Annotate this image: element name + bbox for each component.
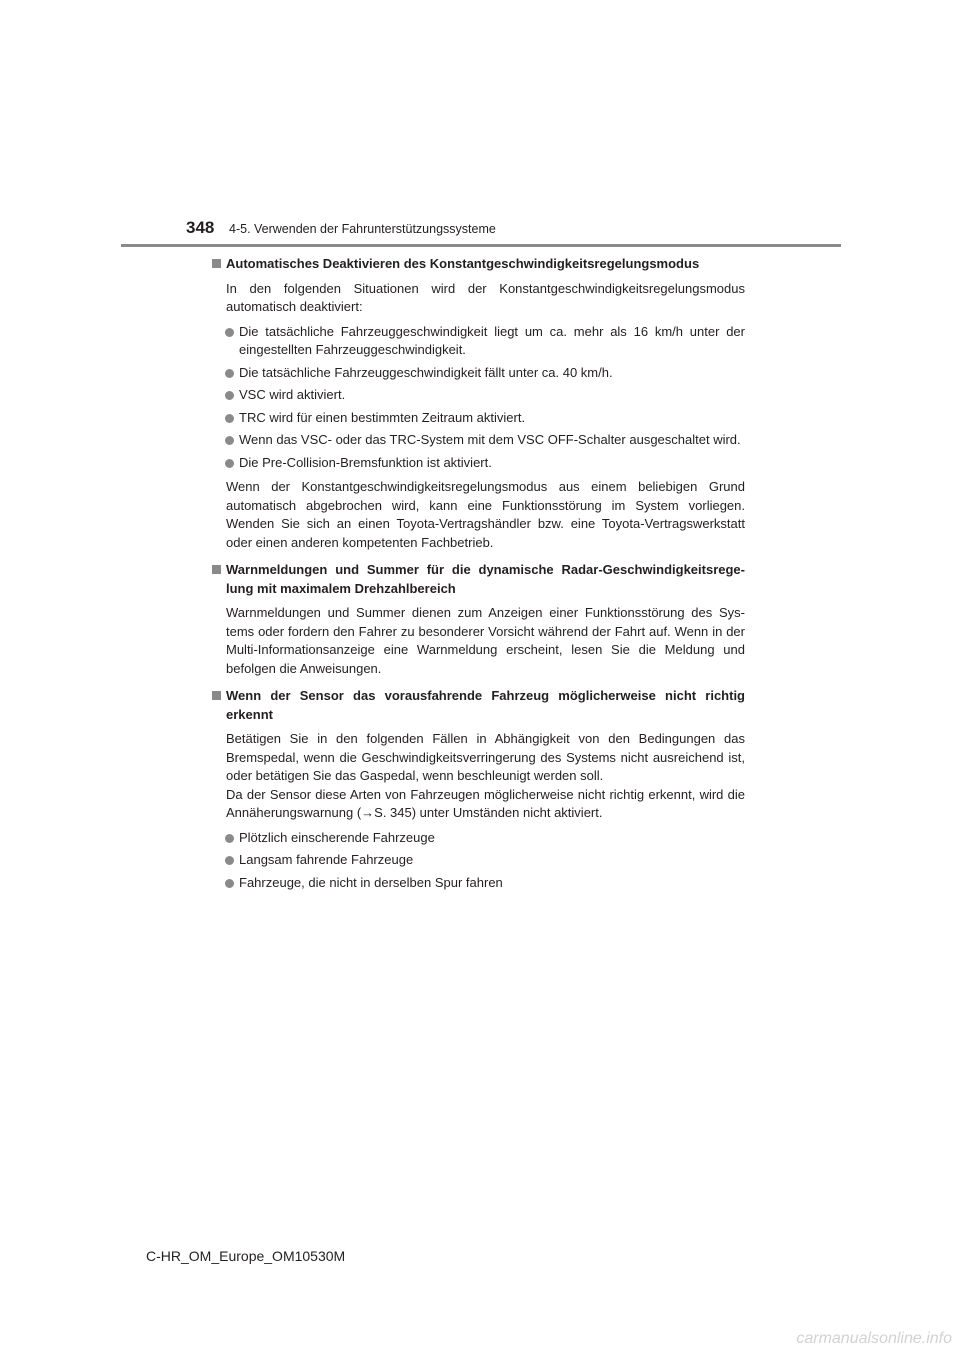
list-item: Langsam fahrende Fahrzeuge (212, 851, 745, 870)
section-sensor-detection (212, 687, 745, 892)
list-item: TRC wird für einen bestimmten Zeitraum aktiviert. (212, 409, 745, 428)
header-divider (121, 244, 841, 247)
section-auto-deactivation (212, 255, 745, 552)
circle-bullet-icon (225, 436, 234, 445)
square-bullet-icon (212, 565, 221, 574)
circle-bullet-icon (225, 856, 234, 865)
page-number: 348 (186, 218, 215, 237)
list-item: Die tatsächliche Fahrzeuggeschwindigkeit fällt unter ca. 40 km/h. (212, 364, 745, 383)
section-heading: Automatisches Deaktivieren des Konstantgeschwindigkeitsregelungsmodus (212, 255, 745, 274)
paragraph: Betätigen Sie in den folgenden Fällen in Abhängigkeit von den Bedingungen das Bremspedal, wenn die Geschwindigkeitsverringerung des Systems nicht ausreichend ist, oder betätigen Sie das Gaspedal, wenn beschleunigt werden soll. Da der Sensor diese Arten von Fahrzeugen möglicherweise nicht richtig erkennt, wird die Annäherungswarnung (→S. 345) unter Umständen nicht aktiviert. (226, 731, 745, 820)
paragraph: In den folgenden Situationen wird der Konstantgeschwindigkeitsregelungsmodus automatisch deaktiviert: (226, 280, 745, 314)
list-item: Fahrzeuge, die nicht in derselben Spur fahren (212, 874, 745, 893)
section-warning-messages (212, 561, 745, 678)
paragraph: Warnmeldungen und Summer dienen zum Anzeigen einer Funktionsstörung des Sys-tems oder fordern den Fahrer zu besonderer Vorsicht während der Fahrt auf. Wenn in der Multi-Informationsanzeige eine Warnmeldung erscheint, lesen Sie die Meldung und befolgen die Anweisungen. (226, 605, 745, 676)
circle-bullet-icon (225, 391, 234, 400)
list-item: Die tatsächliche Fahrzeuggeschwindigkeit liegt um ca. mehr als 16 km/h unter der eingestellten Fahrzeuggeschwindigkeit. (212, 323, 745, 360)
section-heading: Warnmeldungen und Summer für die dynamische Radar-Geschwindigkeitsrege-lung mit maximalem Drehzahlbereich (212, 561, 745, 598)
list-item: Die Pre-Collision-Bremsfunktion ist aktiviert. (212, 454, 745, 473)
circle-bullet-icon (225, 369, 234, 378)
circle-bullet-icon (225, 879, 234, 888)
square-bullet-icon (212, 259, 221, 268)
circle-bullet-icon (225, 834, 234, 843)
document-code: C-HR_OM_Europe_OM10530M (146, 1248, 346, 1264)
section-heading: Wenn der Sensor das vorausfahrende Fahrzeug möglicherweise nicht richtig erkennt (212, 687, 745, 724)
square-bullet-icon (212, 691, 221, 700)
list-item: Wenn das VSC- oder das TRC-System mit dem VSC OFF-Schalter ausgeschaltet wird. (212, 431, 745, 450)
page-content (212, 255, 745, 901)
circle-bullet-icon (225, 328, 234, 337)
circle-bullet-icon (225, 459, 234, 468)
chapter-title: 4-5. Verwenden der Fahrunterstützungssysteme (229, 222, 496, 236)
paragraph: Wenn der Konstantgeschwindigkeitsregelungsmodus aus einem beliebigen Grund automatisch abgebrochen wird, kann eine Funktionsstörung im System vorliegen. Wenden Sie sich an einen Toyota-Vertragshändler bzw. eine Toyota-Vertragswerkstatt oder einen anderen kompetenten Fachbetrieb. (226, 479, 745, 550)
watermark: carmanualsonline.info (796, 1330, 952, 1347)
circle-bullet-icon (225, 414, 234, 423)
list-item: VSC wird aktiviert. (212, 386, 745, 405)
list-item: Plötzlich einscherende Fahrzeuge (212, 829, 745, 848)
